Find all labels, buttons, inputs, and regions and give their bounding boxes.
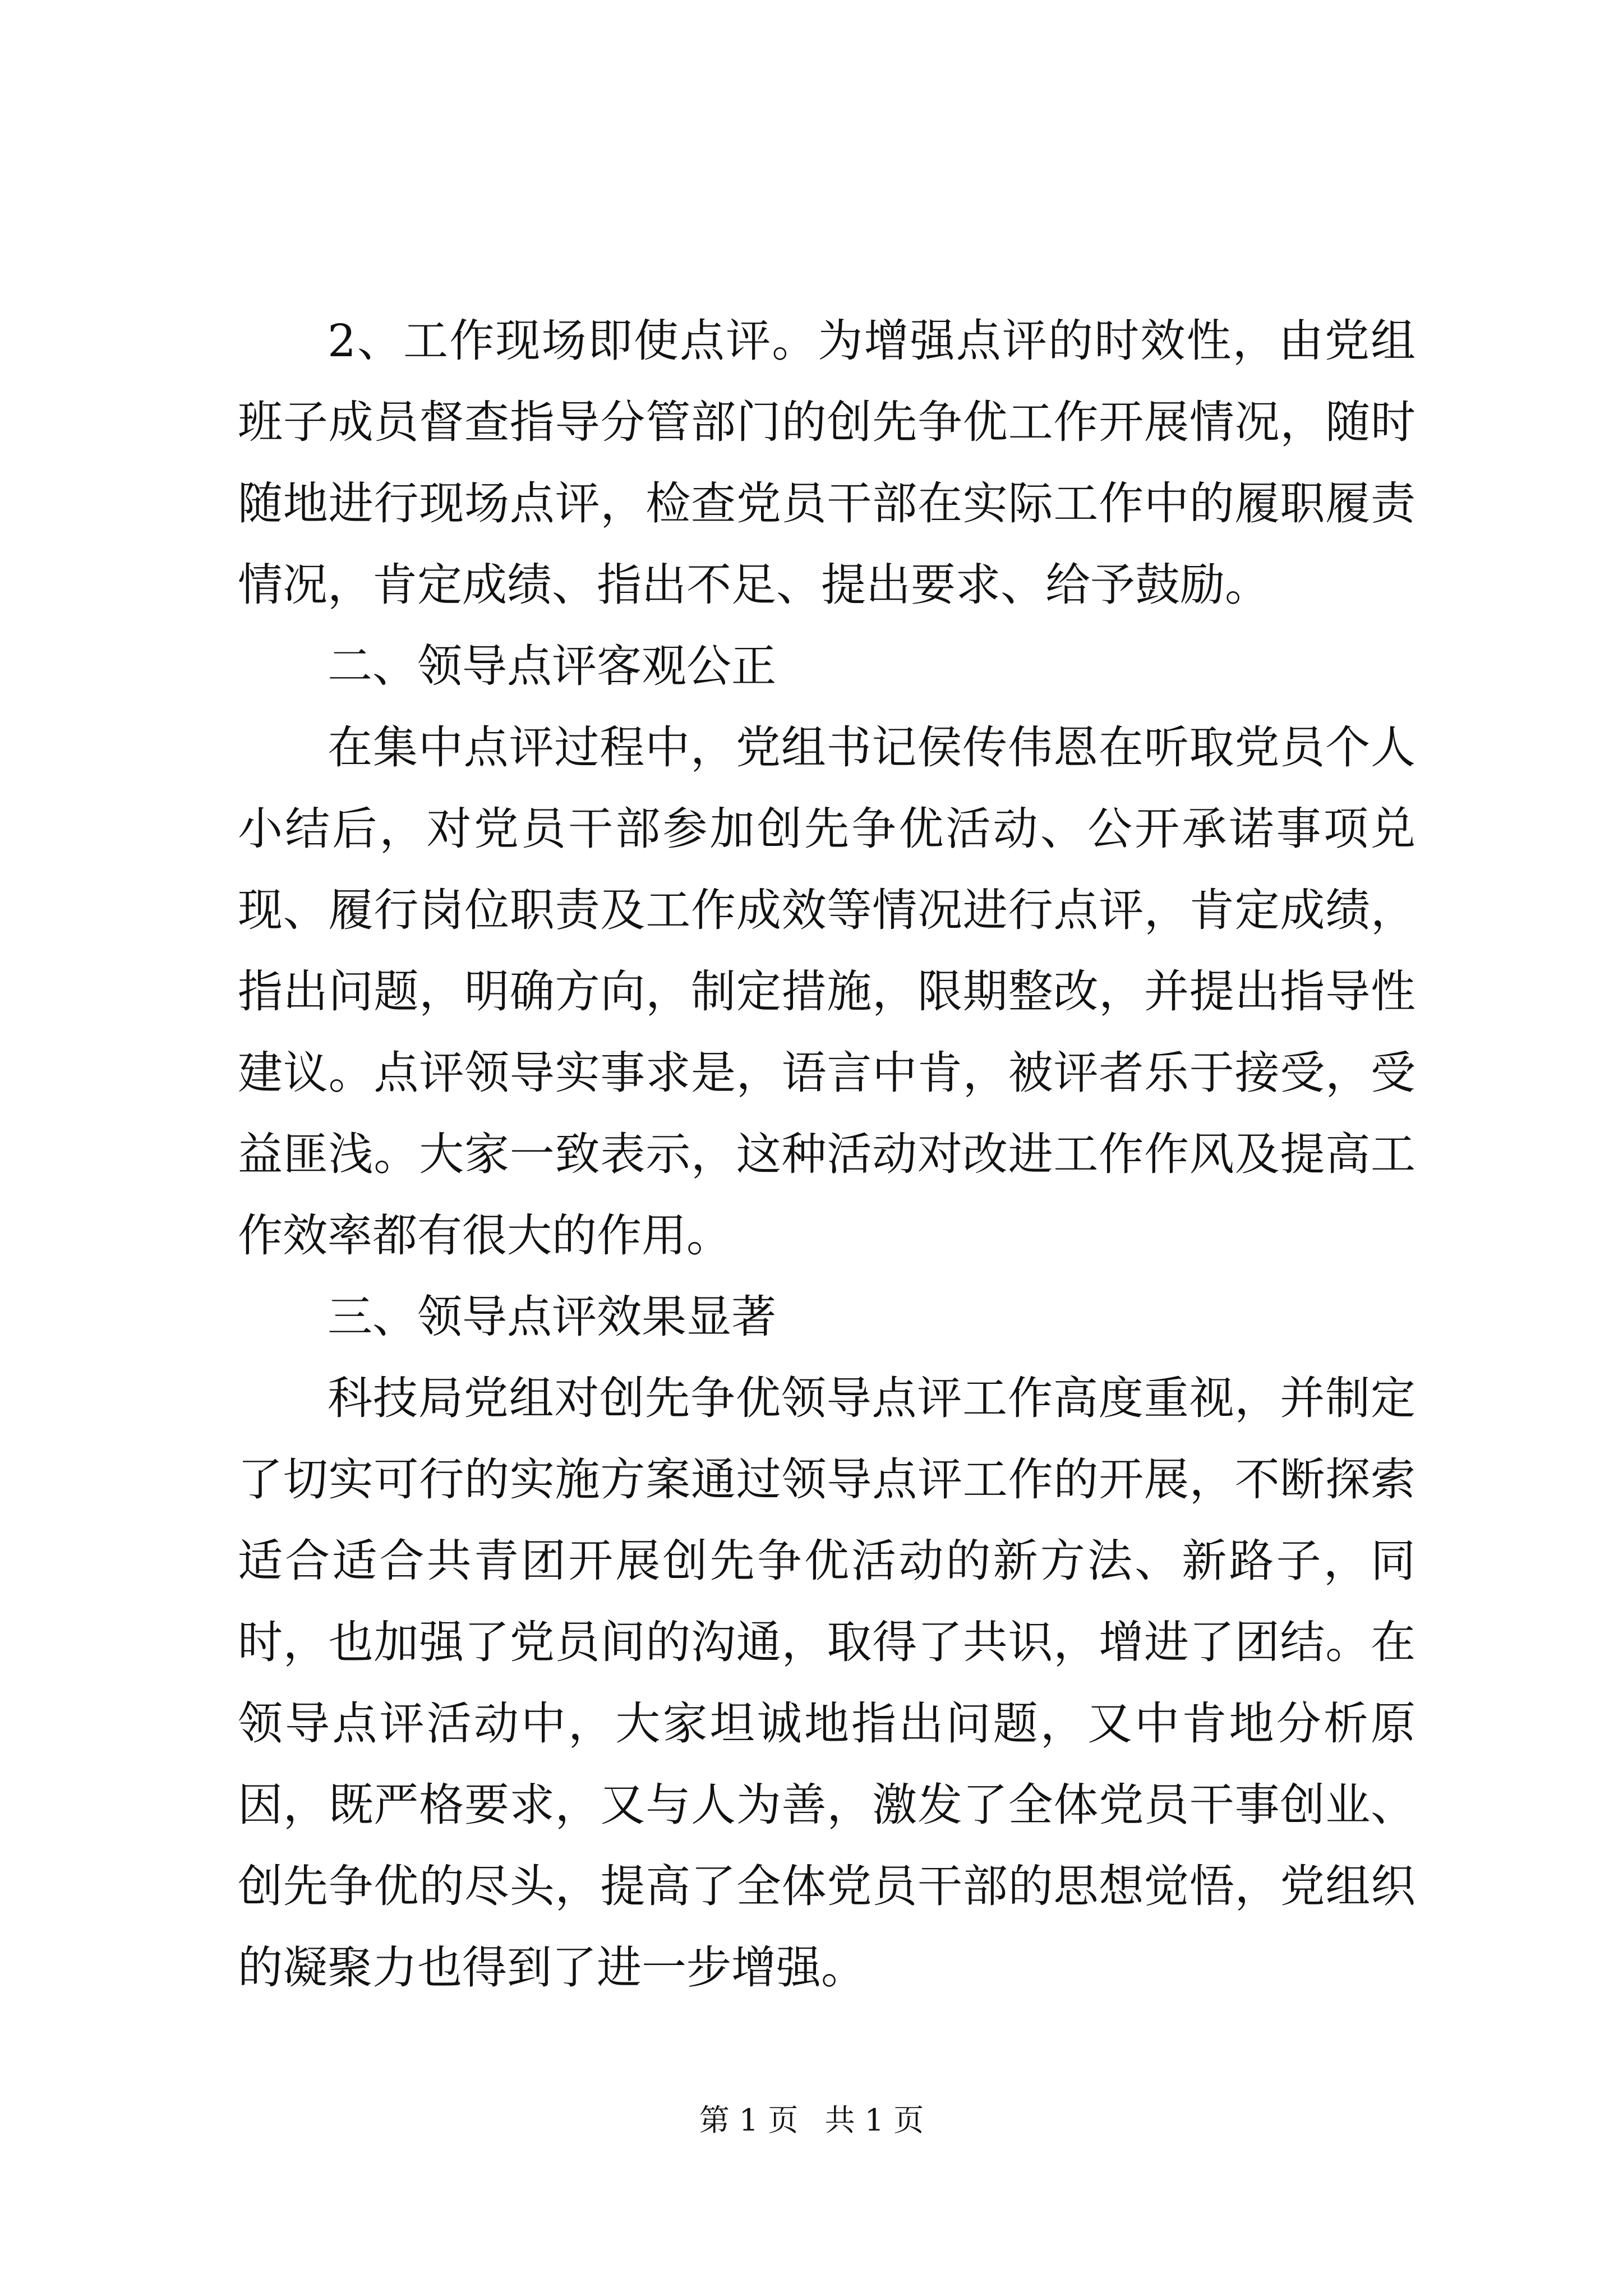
page-number-label: 第 1 页 [699, 2102, 799, 2138]
paragraph-centralized-review: 在集中点评过程中，党组书记侯传伟恩在听取党员个人小结后，对党员干部参加创先争优活动、公开承诺事项兑现、履行岗位职责及工作成效等情况进行点评，肯定成绩，指出问题，明确方向，制定措施，限期整改，并提出指导性建议。点评领导实事求是，语言中肯，被评者乐于接受，受益匪浅。大家一致表示，这种活动对改进工作作风及提高工作效率都有很大的作用。 [238, 721, 1415, 1262]
paragraph-review-effects: 科技局党组对创先争优领导点评工作高度重视，并制定了切实可行的实施方案通过领导点评工作的开展，不断探索适合适合共青团开展创先争优活动的新方法、新路子，同时，也加强了党员间的沟通，取得了共识，增进了团结。在领导点评活动中，大家坦诚地指出问题，又中肯地分析原因，既严格要求，又与人为善，激发了全体党员干事创业、创先争优的尽头，提高了全体党员干部的思想觉悟，党组织的凝聚力也得到了进一步增强。 [238, 1372, 1415, 1994]
heading-section-three: 三、领导点评效果显著 [328, 1291, 776, 1343]
total-pages-label: 共 1 页 [824, 2102, 924, 2138]
paragraph-work-site-review: 2、工作现场即使点评。为增强点评的时效性，由党组班子成员督查指导分管部门的创先争优工作开展情况，随时随地进行现场点评，检查党员干部在实际工作中的履职履责情况，肯定成绩、指出不足、提出要求、给予鼓励。 [238, 315, 1415, 611]
heading-section-two: 二、领导点评客观公正 [328, 640, 776, 692]
document-body [238, 300, 1415, 2008]
page-footer [0, 2098, 1623, 2143]
